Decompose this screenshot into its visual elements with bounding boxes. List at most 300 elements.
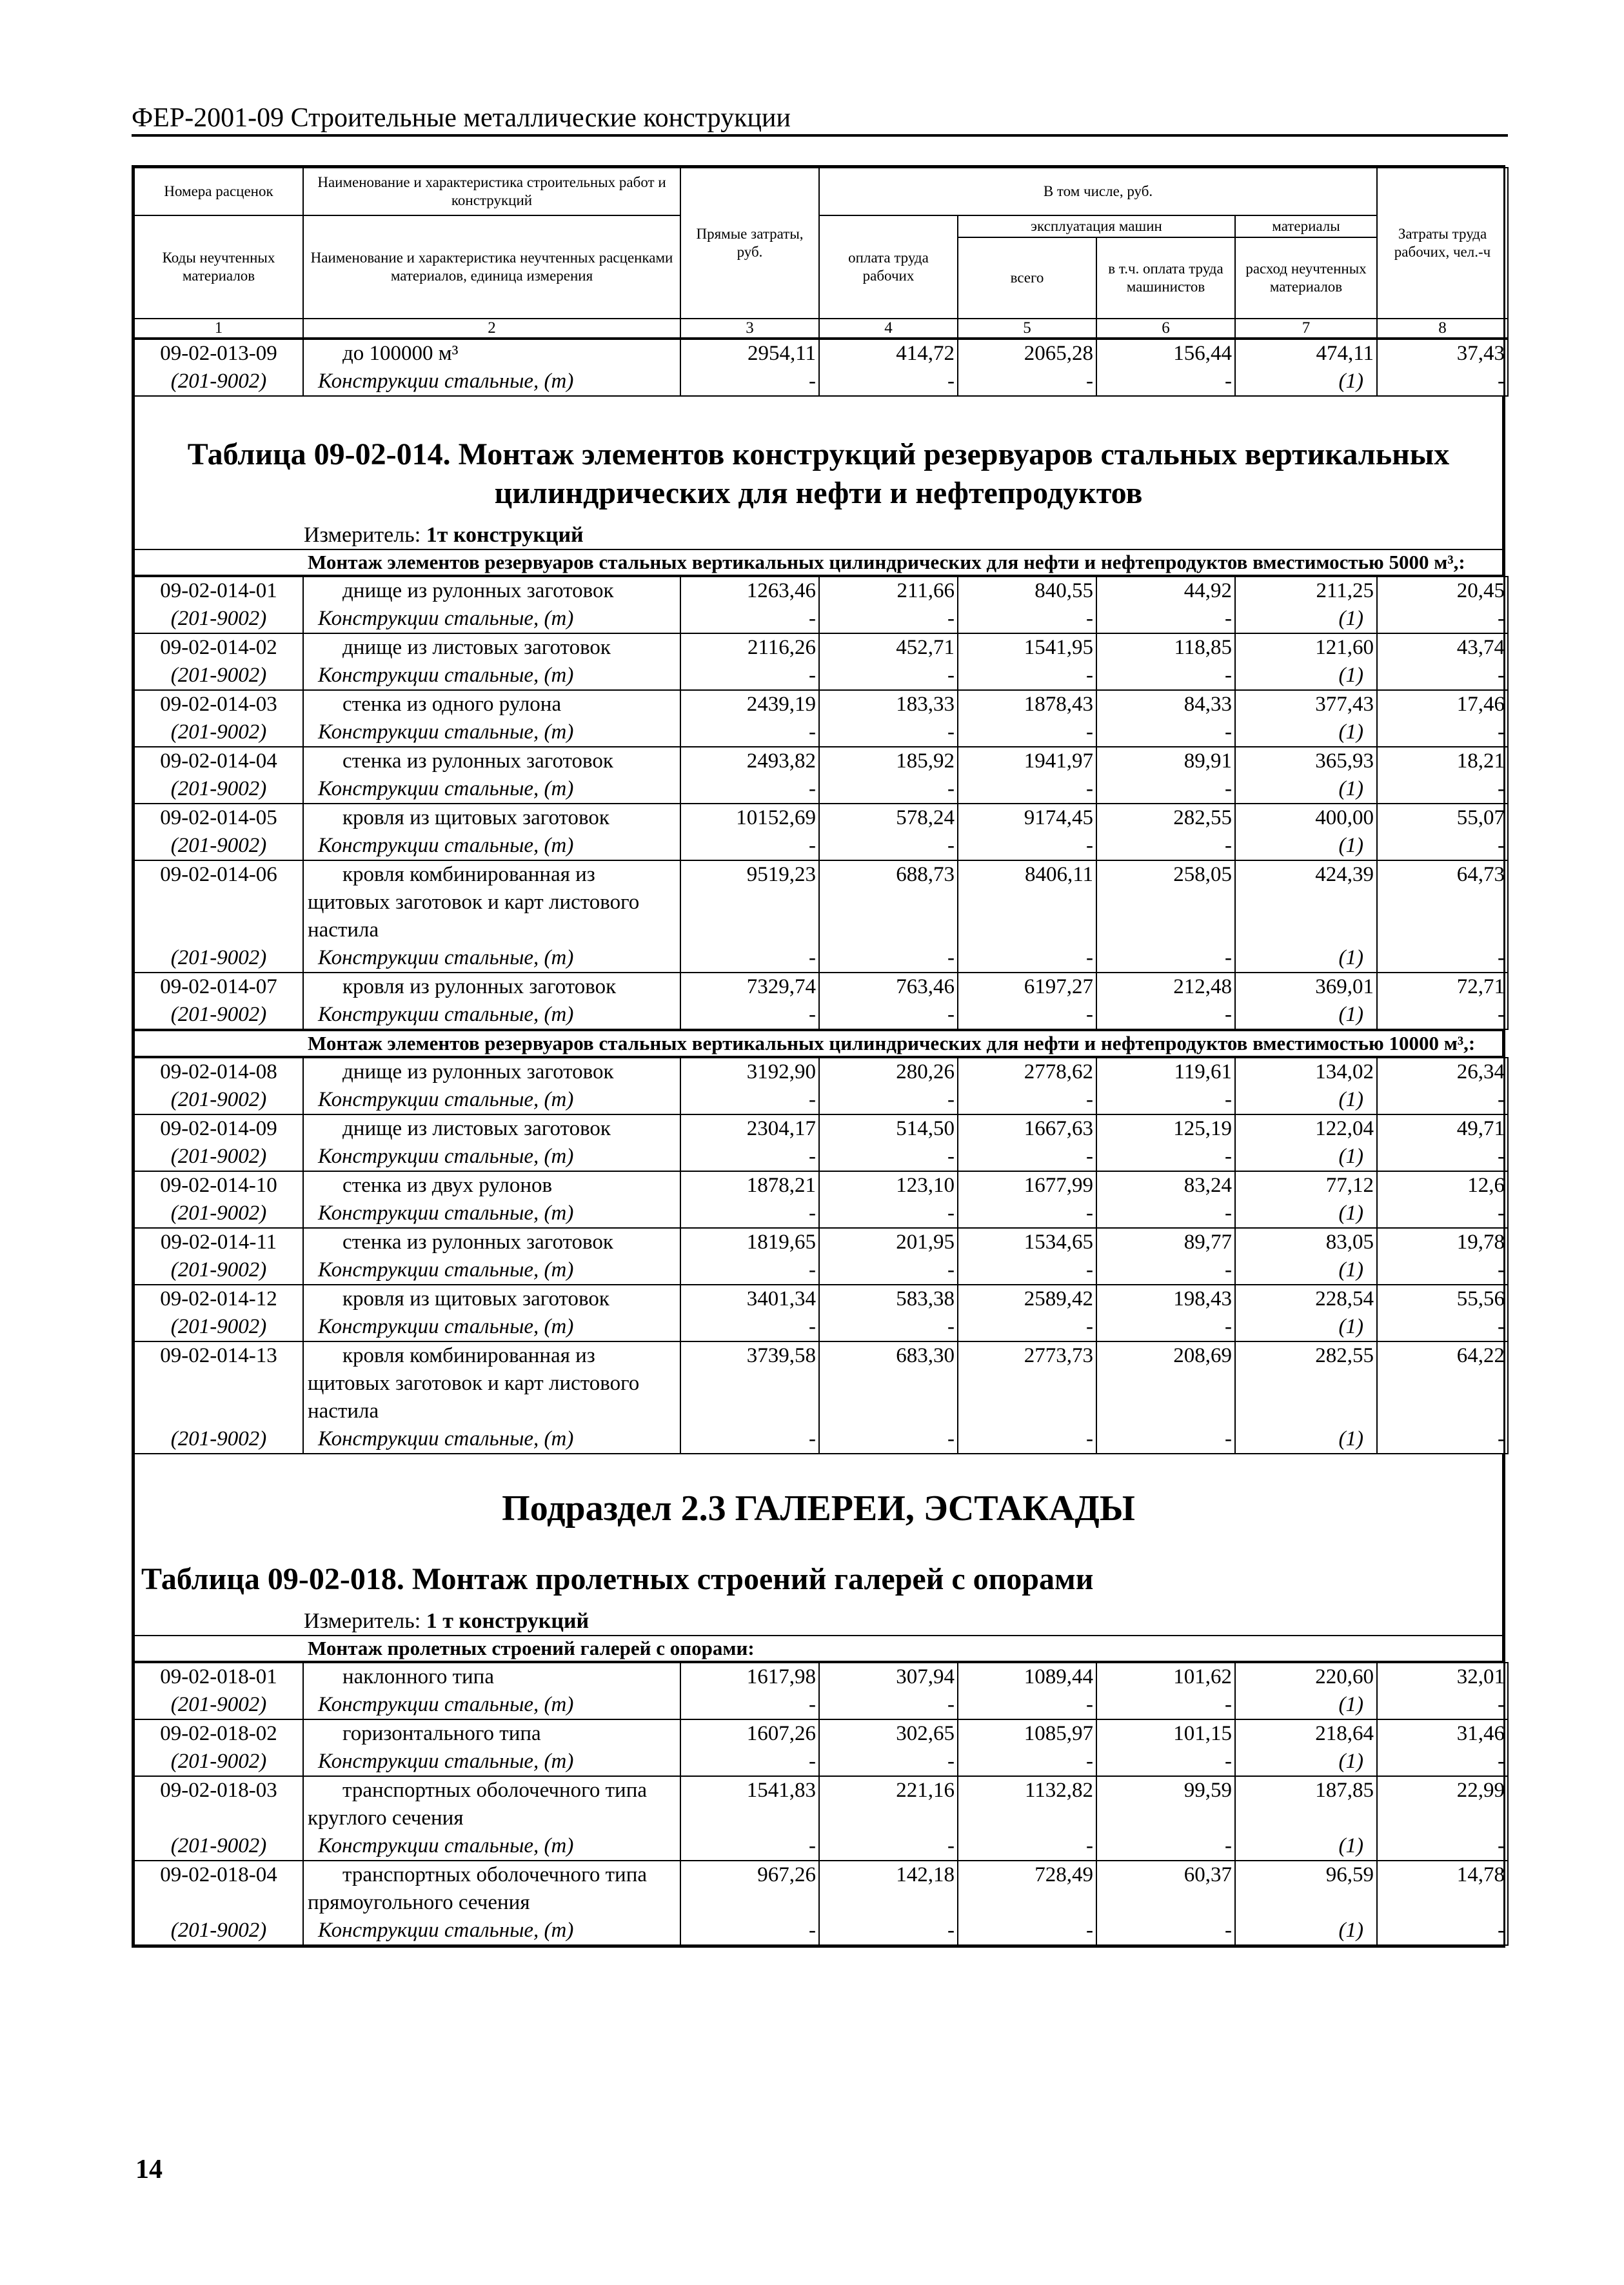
rate-value-v7: 134,02 [1235,1058,1377,1086]
resource-value-r5: - [958,1917,1096,1945]
rate-value-v8: 19,78 [1377,1228,1508,1256]
rate-value-v7: 218,64 [1235,1719,1377,1748]
rate-value-v6: 125,19 [1096,1114,1235,1143]
page-header: ФЕР-2001-09 Строительные металлические конструкции [132,103,1508,137]
resource-code: (201-9002) [134,718,303,747]
rate-value-v8: 20,45 [1377,577,1508,605]
rate-value-v8: 32,01 [1377,1663,1508,1691]
resource-code: (201-9002) [134,1086,303,1114]
table-018-group-1: Монтаж пролетных строений галерей с опорами: [134,1635,1503,1662]
resource-name: Конструкции стальные, (т) [303,1425,680,1454]
rate-value-v8: 72,71 [1377,973,1508,1001]
resource-row [134,1691,1508,1719]
resource-name: Конструкции стальные, (т) [303,1143,680,1171]
table-014-measure: Измеритель: 1т конструкций [304,523,584,547]
resource-code: (201-9002) [134,1917,303,1945]
rate-value-v8: 64,73 [1377,860,1508,944]
rate-value-v4: 452,71 [819,633,958,662]
resource-code: (201-9002) [134,605,303,633]
rate-code: 09-02-014-06 [134,860,303,944]
rate-value-v8: 49,71 [1377,1114,1508,1143]
rate-value-v5: 9174,45 [958,804,1096,832]
rate-row [134,1719,1508,1748]
resource-value-r4: - [819,1425,958,1454]
rate-value-v3: 1263,46 [680,577,819,605]
resource-row [134,775,1508,804]
rate-name: транспортных оболочечного типа круглого сечения [303,1776,680,1832]
resource-value-r5: - [958,1313,1096,1341]
resource-row [134,368,1508,396]
resource-value-r6: - [1096,1200,1235,1228]
rate-value-v4: 280,26 [819,1058,958,1086]
rate-value-v5: 1089,44 [958,1663,1096,1691]
rate-value-v3: 1541,83 [680,1776,819,1832]
rate-value-v8: 43,74 [1377,633,1508,662]
rate-name: днище из рулонных заготовок [303,1058,680,1086]
rate-value-v3: 10152,69 [680,804,819,832]
resource-name: Конструкции стальные, (т) [303,1256,680,1285]
resource-value-r8: - [1377,605,1508,633]
rate-value-v5: 1085,97 [958,1719,1096,1748]
rate-name: кровля комбинированная из щитовых заготовок и карт листового настила [303,1341,680,1425]
resource-value-r4: - [819,1691,958,1719]
rate-value-v7: 83,05 [1235,1228,1377,1256]
resource-value-r7: (1) [1235,1917,1377,1945]
rate-value-v8: 18,21 [1377,747,1508,775]
resource-row [134,1086,1508,1114]
resource-name: Конструкции стальные, (т) [303,775,680,804]
resource-value-r4: - [819,718,958,747]
resource-code: (201-9002) [134,1832,303,1861]
header-labor-costs: Затраты труда рабочих, чел.-ч [1377,168,1508,319]
rate-value-v4: 123,10 [819,1171,958,1200]
resource-code: (201-9002) [134,1691,303,1719]
rate-value-v3: 1607,26 [680,1719,819,1748]
rate-value-v6: 44,92 [1096,577,1235,605]
rate-code: 09-02-018-01 [134,1663,303,1691]
rate-name: горизонтального типа [303,1719,680,1748]
resource-value-r6: - [1096,605,1235,633]
table-018-title: Таблица 09-02-018. Монтаж пролетных строений галерей с опорами [141,1562,1094,1596]
rate-value-v8: 31,46 [1377,1719,1508,1748]
resource-value-r6: - [1096,1313,1235,1341]
resource-code: (201-9002) [134,1143,303,1171]
resource-name: Конструкции стальные, (т) [303,1086,680,1114]
col-num-2: 2 [303,319,680,338]
rate-value-v4: 514,50 [819,1114,958,1143]
rate-code: 09-02-014-04 [134,747,303,775]
rate-row [134,1228,1508,1256]
resource-value-r8: - [1377,1425,1508,1454]
rate-name: стенка из одного рулона [303,690,680,718]
rate-value-v3: 9519,23 [680,860,819,944]
rate-name: транспортных оболочечного типа прямоугольного сечения [303,1861,680,1917]
rate-name: кровля из рулонных заготовок [303,973,680,1001]
resource-value-r5: - [958,1001,1096,1029]
rate-value-v7: 77,12 [1235,1171,1377,1200]
rate-value-v6: 83,24 [1096,1171,1235,1200]
resource-value-r7: (1) [1235,1425,1377,1454]
rate-name: до 100000 м³ [303,339,680,368]
header-direct-costs: Прямые затраты, руб. [680,168,819,319]
rate-value-v6: 89,77 [1096,1228,1235,1256]
resource-value-r4: - [819,1200,958,1228]
resource-value-r7: (1) [1235,1001,1377,1029]
col-num-5: 5 [958,319,1096,338]
rate-row [134,973,1508,1001]
rate-value-v5: 1534,65 [958,1228,1096,1256]
column-header-table [134,167,1509,339]
resource-name: Конструкции стальные, (т) [303,1001,680,1029]
resource-value-r3: - [680,1748,819,1776]
resource-row [134,832,1508,860]
resource-code: (201-9002) [134,1256,303,1285]
rate-value-v6: 208,69 [1096,1341,1235,1425]
rate-value-v3: 967,26 [680,1861,819,1917]
resource-value-r7: (1) [1235,1691,1377,1719]
header-work-name: Наименование и характеристика строительных работ и конструкций [303,168,680,215]
rate-code: 09-02-014-01 [134,577,303,605]
resource-value-r6: - [1096,1256,1235,1285]
resource-value-r6: - [1096,944,1235,973]
rate-value-v4: 221,16 [819,1776,958,1832]
resource-value-r8: - [1377,368,1508,396]
resource-value-r4: - [819,1143,958,1171]
rate-value-v7: 122,04 [1235,1114,1377,1143]
rate-value-v5: 1667,63 [958,1114,1096,1143]
header-rate-number: Номера расценок [134,168,303,215]
resource-value-r7: (1) [1235,1086,1377,1114]
header-machines-total: всего [958,237,1096,319]
resource-value-r5: - [958,605,1096,633]
resource-value-r8: - [1377,1200,1508,1228]
resource-value-r5: - [958,1143,1096,1171]
resource-value-r7: (1) [1235,718,1377,747]
resource-value-r6: - [1096,1425,1235,1454]
resource-code: (201-9002) [134,1200,303,1228]
table-018-measure: Измеритель: 1 т конструкций [304,1609,589,1633]
resource-value-r5: - [958,944,1096,973]
rate-row [134,1285,1508,1313]
rate-value-v8: 37,43 [1377,339,1508,368]
table-014-title: Таблица 09-02-014. Монтаж элементов конструкций резервуаров стальных вертикальных цилиндрических для нефти и нефтепродуктов [187,437,1450,510]
resource-row [134,1748,1508,1776]
resource-row [134,1200,1508,1228]
resource-value-r3: - [680,662,819,690]
rate-value-v8: 12,6 [1377,1171,1508,1200]
resource-value-r4: - [819,662,958,690]
rate-value-v6: 258,05 [1096,860,1235,944]
rate-value-v4: 688,73 [819,860,958,944]
resource-name: Конструкции стальные, (т) [303,1691,680,1719]
rate-row [134,577,1508,605]
header-material-name: Наименование и характеристика неучтенных расценками материалов, единица измерения [303,215,680,319]
resource-value-r3: - [680,1917,819,1945]
resource-value-r4: - [819,1917,958,1945]
resource-value-r6: - [1096,368,1235,396]
resource-value-r5: - [958,775,1096,804]
resource-name: Конструкции стальные, (т) [303,944,680,973]
resource-value-r8: - [1377,1143,1508,1171]
resource-code: (201-9002) [134,368,303,396]
rate-value-v7: 121,60 [1235,633,1377,662]
rate-value-v4: 211,66 [819,577,958,605]
rate-value-v4: 763,46 [819,973,958,1001]
rate-value-v5: 1541,95 [958,633,1096,662]
resource-value-r3: - [680,832,819,860]
rate-value-v8: 22,99 [1377,1776,1508,1832]
rate-value-v5: 1941,97 [958,747,1096,775]
header-machinist-pay: в т.ч. оплата труда машинистов [1096,237,1235,319]
rate-value-v6: 212,48 [1096,973,1235,1001]
rate-row [134,1776,1508,1832]
rate-value-v7: 369,01 [1235,973,1377,1001]
resource-value-r8: - [1377,832,1508,860]
subsection-title: Подраздел 2.3 ГАЛЕРЕИ, ЭСТАКАДЫ [502,1489,1135,1528]
rate-value-v3: 1878,21 [680,1171,819,1200]
rate-value-v4: 183,33 [819,690,958,718]
rate-value-v8: 26,34 [1377,1058,1508,1086]
rate-value-v3: 2493,82 [680,747,819,775]
rate-name: днище из листовых заготовок [303,633,680,662]
resource-value-r5: - [958,1256,1096,1285]
rate-value-v5: 2773,73 [958,1341,1096,1425]
rate-row [134,1341,1508,1425]
resource-value-r3: - [680,1313,819,1341]
resource-value-r4: - [819,1832,958,1861]
resource-row [134,1143,1508,1171]
rate-code: 09-02-014-11 [134,1228,303,1256]
rate-value-v5: 1132,82 [958,1776,1096,1832]
rate-value-v5: 8406,11 [958,860,1096,944]
rate-row [134,633,1508,662]
resource-name: Конструкции стальные, (т) [303,1200,680,1228]
resource-value-r4: - [819,1313,958,1341]
rate-value-v7: 377,43 [1235,690,1377,718]
resource-value-r5: - [958,368,1096,396]
header-material-usage: расход неучтенных материалов [1235,237,1377,319]
rate-row [134,339,1508,368]
resource-row [134,1256,1508,1285]
resource-value-r5: - [958,1832,1096,1861]
rate-value-v5: 840,55 [958,577,1096,605]
rate-value-v3: 2116,26 [680,633,819,662]
resource-row [134,662,1508,690]
resource-value-r7: (1) [1235,1256,1377,1285]
rate-code: 09-02-014-09 [134,1114,303,1143]
resource-value-r5: - [958,1200,1096,1228]
resource-value-r5: - [958,1425,1096,1454]
rate-code: 09-02-014-07 [134,973,303,1001]
rate-value-v5: 2589,42 [958,1285,1096,1313]
rate-name: кровля комбинированная из щитовых заготовок и карт листового настила [303,860,680,944]
rate-value-v5: 1878,43 [958,690,1096,718]
rate-code: 09-02-018-04 [134,1861,303,1917]
resource-value-r4: - [819,832,958,860]
resource-row [134,605,1508,633]
resource-value-r7: (1) [1235,944,1377,973]
resource-name: Конструкции стальные, (т) [303,832,680,860]
resource-value-r7: (1) [1235,368,1377,396]
rate-value-v6: 156,44 [1096,339,1235,368]
resource-value-r4: - [819,1001,958,1029]
rate-row [134,1114,1508,1143]
resource-value-r7: (1) [1235,1200,1377,1228]
col-num-4: 4 [819,319,958,338]
rate-value-v8: 55,56 [1377,1285,1508,1313]
resource-value-r5: - [958,832,1096,860]
rate-value-v7: 424,39 [1235,860,1377,944]
resource-value-r3: - [680,1200,819,1228]
resource-name: Конструкции стальные, (т) [303,1832,680,1861]
header-including: В том числе, руб. [819,168,1377,215]
rate-value-v4: 302,65 [819,1719,958,1748]
rate-value-v7: 365,93 [1235,747,1377,775]
rate-code: 09-02-014-02 [134,633,303,662]
resource-value-r8: - [1377,1832,1508,1861]
resource-name: Конструкции стальные, (т) [303,368,680,396]
rate-value-v4: 578,24 [819,804,958,832]
rate-name: стенка из рулонных заготовок [303,1228,680,1256]
rate-value-v6: 198,43 [1096,1285,1235,1313]
rate-row [134,1663,1508,1691]
resource-value-r8: - [1377,944,1508,973]
resource-value-r8: - [1377,1086,1508,1114]
resource-value-r4: - [819,1256,958,1285]
resource-value-r7: (1) [1235,832,1377,860]
resource-name: Конструкции стальные, (т) [303,1748,680,1776]
resource-value-r4: - [819,1748,958,1776]
resource-row [134,1313,1508,1341]
rate-value-v7: 400,00 [1235,804,1377,832]
rate-name: днище из листовых заготовок [303,1114,680,1143]
resource-value-r5: - [958,1748,1096,1776]
resource-row [134,1425,1508,1454]
header-material-codes: Коды неучтенных материалов [134,215,303,319]
resource-code: (201-9002) [134,775,303,804]
resource-row [134,1832,1508,1861]
rate-value-v3: 3192,90 [680,1058,819,1086]
rate-row [134,1058,1508,1086]
rate-row [134,1861,1508,1917]
rate-value-v7: 228,54 [1235,1285,1377,1313]
resource-name: Конструкции стальные, (т) [303,1313,680,1341]
resource-code: (201-9002) [134,832,303,860]
resource-value-r3: - [680,775,819,804]
resource-value-r7: (1) [1235,605,1377,633]
rate-row [134,747,1508,775]
resource-value-r8: - [1377,775,1508,804]
resource-value-r3: - [680,1001,819,1029]
rate-value-v6: 84,33 [1096,690,1235,718]
rate-value-v8: 55,07 [1377,804,1508,832]
rate-code: 09-02-014-03 [134,690,303,718]
table-018-rows-1 [134,1662,1509,1946]
table-014-group-2: Монтаж элементов резервуаров стальных вертикальных цилиндрических для нефти и нефтепродуктов вместимостью 10000 м³,: [134,1030,1503,1057]
resource-value-r8: - [1377,1748,1508,1776]
rate-value-v8: 14,78 [1377,1861,1508,1917]
col-num-1: 1 [134,319,303,338]
resource-value-r3: - [680,1691,819,1719]
rate-value-v4: 307,94 [819,1663,958,1691]
page-number: 14 [135,2155,163,2184]
rate-value-v6: 119,61 [1096,1058,1235,1086]
resource-value-r3: - [680,1086,819,1114]
resource-value-r6: - [1096,1001,1235,1029]
rate-code: 09-02-014-10 [134,1171,303,1200]
resource-value-r8: - [1377,1691,1508,1719]
table-014-rows-1 [134,576,1509,1030]
resource-value-r3: - [680,1832,819,1861]
rate-code: 09-02-014-05 [134,804,303,832]
rate-value-v7: 282,55 [1235,1341,1377,1425]
rate-value-v4: 201,95 [819,1228,958,1256]
resource-value-r8: - [1377,1256,1508,1285]
rate-value-v4: 414,72 [819,339,958,368]
resource-name: Конструкции стальные, (т) [303,1917,680,1945]
rate-name: днище из рулонных заготовок [303,577,680,605]
rate-row [134,1171,1508,1200]
rate-name: стенка из рулонных заготовок [303,747,680,775]
document-frame [132,165,1505,1948]
col-num-7: 7 [1235,319,1377,338]
rate-code: 09-02-014-08 [134,1058,303,1086]
rate-value-v3: 7329,74 [680,973,819,1001]
rate-value-v6: 101,15 [1096,1719,1235,1748]
resource-value-r6: - [1096,1917,1235,1945]
resource-value-r6: - [1096,718,1235,747]
rate-name: стенка из двух рулонов [303,1171,680,1200]
resource-value-r3: - [680,1425,819,1454]
rate-value-v7: 474,11 [1235,339,1377,368]
resource-value-r4: - [819,605,958,633]
resource-value-r7: (1) [1235,662,1377,690]
rate-value-v4: 583,38 [819,1285,958,1313]
rate-value-v8: 17,46 [1377,690,1508,718]
resource-value-r3: - [680,368,819,396]
resource-value-r7: (1) [1235,1143,1377,1171]
resource-value-r4: - [819,368,958,396]
subsection-block [134,1454,1503,1635]
rate-value-v7: 187,85 [1235,1776,1377,1832]
resource-value-r6: - [1096,775,1235,804]
resource-value-r4: - [819,1086,958,1114]
rate-value-v4: 142,18 [819,1861,958,1917]
resource-value-r3: - [680,944,819,973]
rate-value-v3: 2954,11 [680,339,819,368]
resource-value-r4: - [819,944,958,973]
resource-value-r4: - [819,775,958,804]
rate-value-v5: 1677,99 [958,1171,1096,1200]
resource-value-r6: - [1096,662,1235,690]
rate-value-v7: 211,25 [1235,577,1377,605]
rate-value-v6: 60,37 [1096,1861,1235,1917]
header-machines: эксплуатация машин [958,215,1235,237]
rate-code: 09-02-018-02 [134,1719,303,1748]
resource-value-r6: - [1096,1086,1235,1114]
rate-value-v4: 683,30 [819,1341,958,1425]
resource-value-r3: - [680,1256,819,1285]
header-worker-pay: оплата труда рабочих [819,215,958,319]
resource-value-r7: (1) [1235,1313,1377,1341]
rate-value-v3: 2439,19 [680,690,819,718]
resource-value-r8: - [1377,662,1508,690]
resource-code: (201-9002) [134,1001,303,1029]
col-num-3: 3 [680,319,819,338]
resource-code: (201-9002) [134,1748,303,1776]
resource-value-r6: - [1096,1832,1235,1861]
resource-value-r7: (1) [1235,1832,1377,1861]
